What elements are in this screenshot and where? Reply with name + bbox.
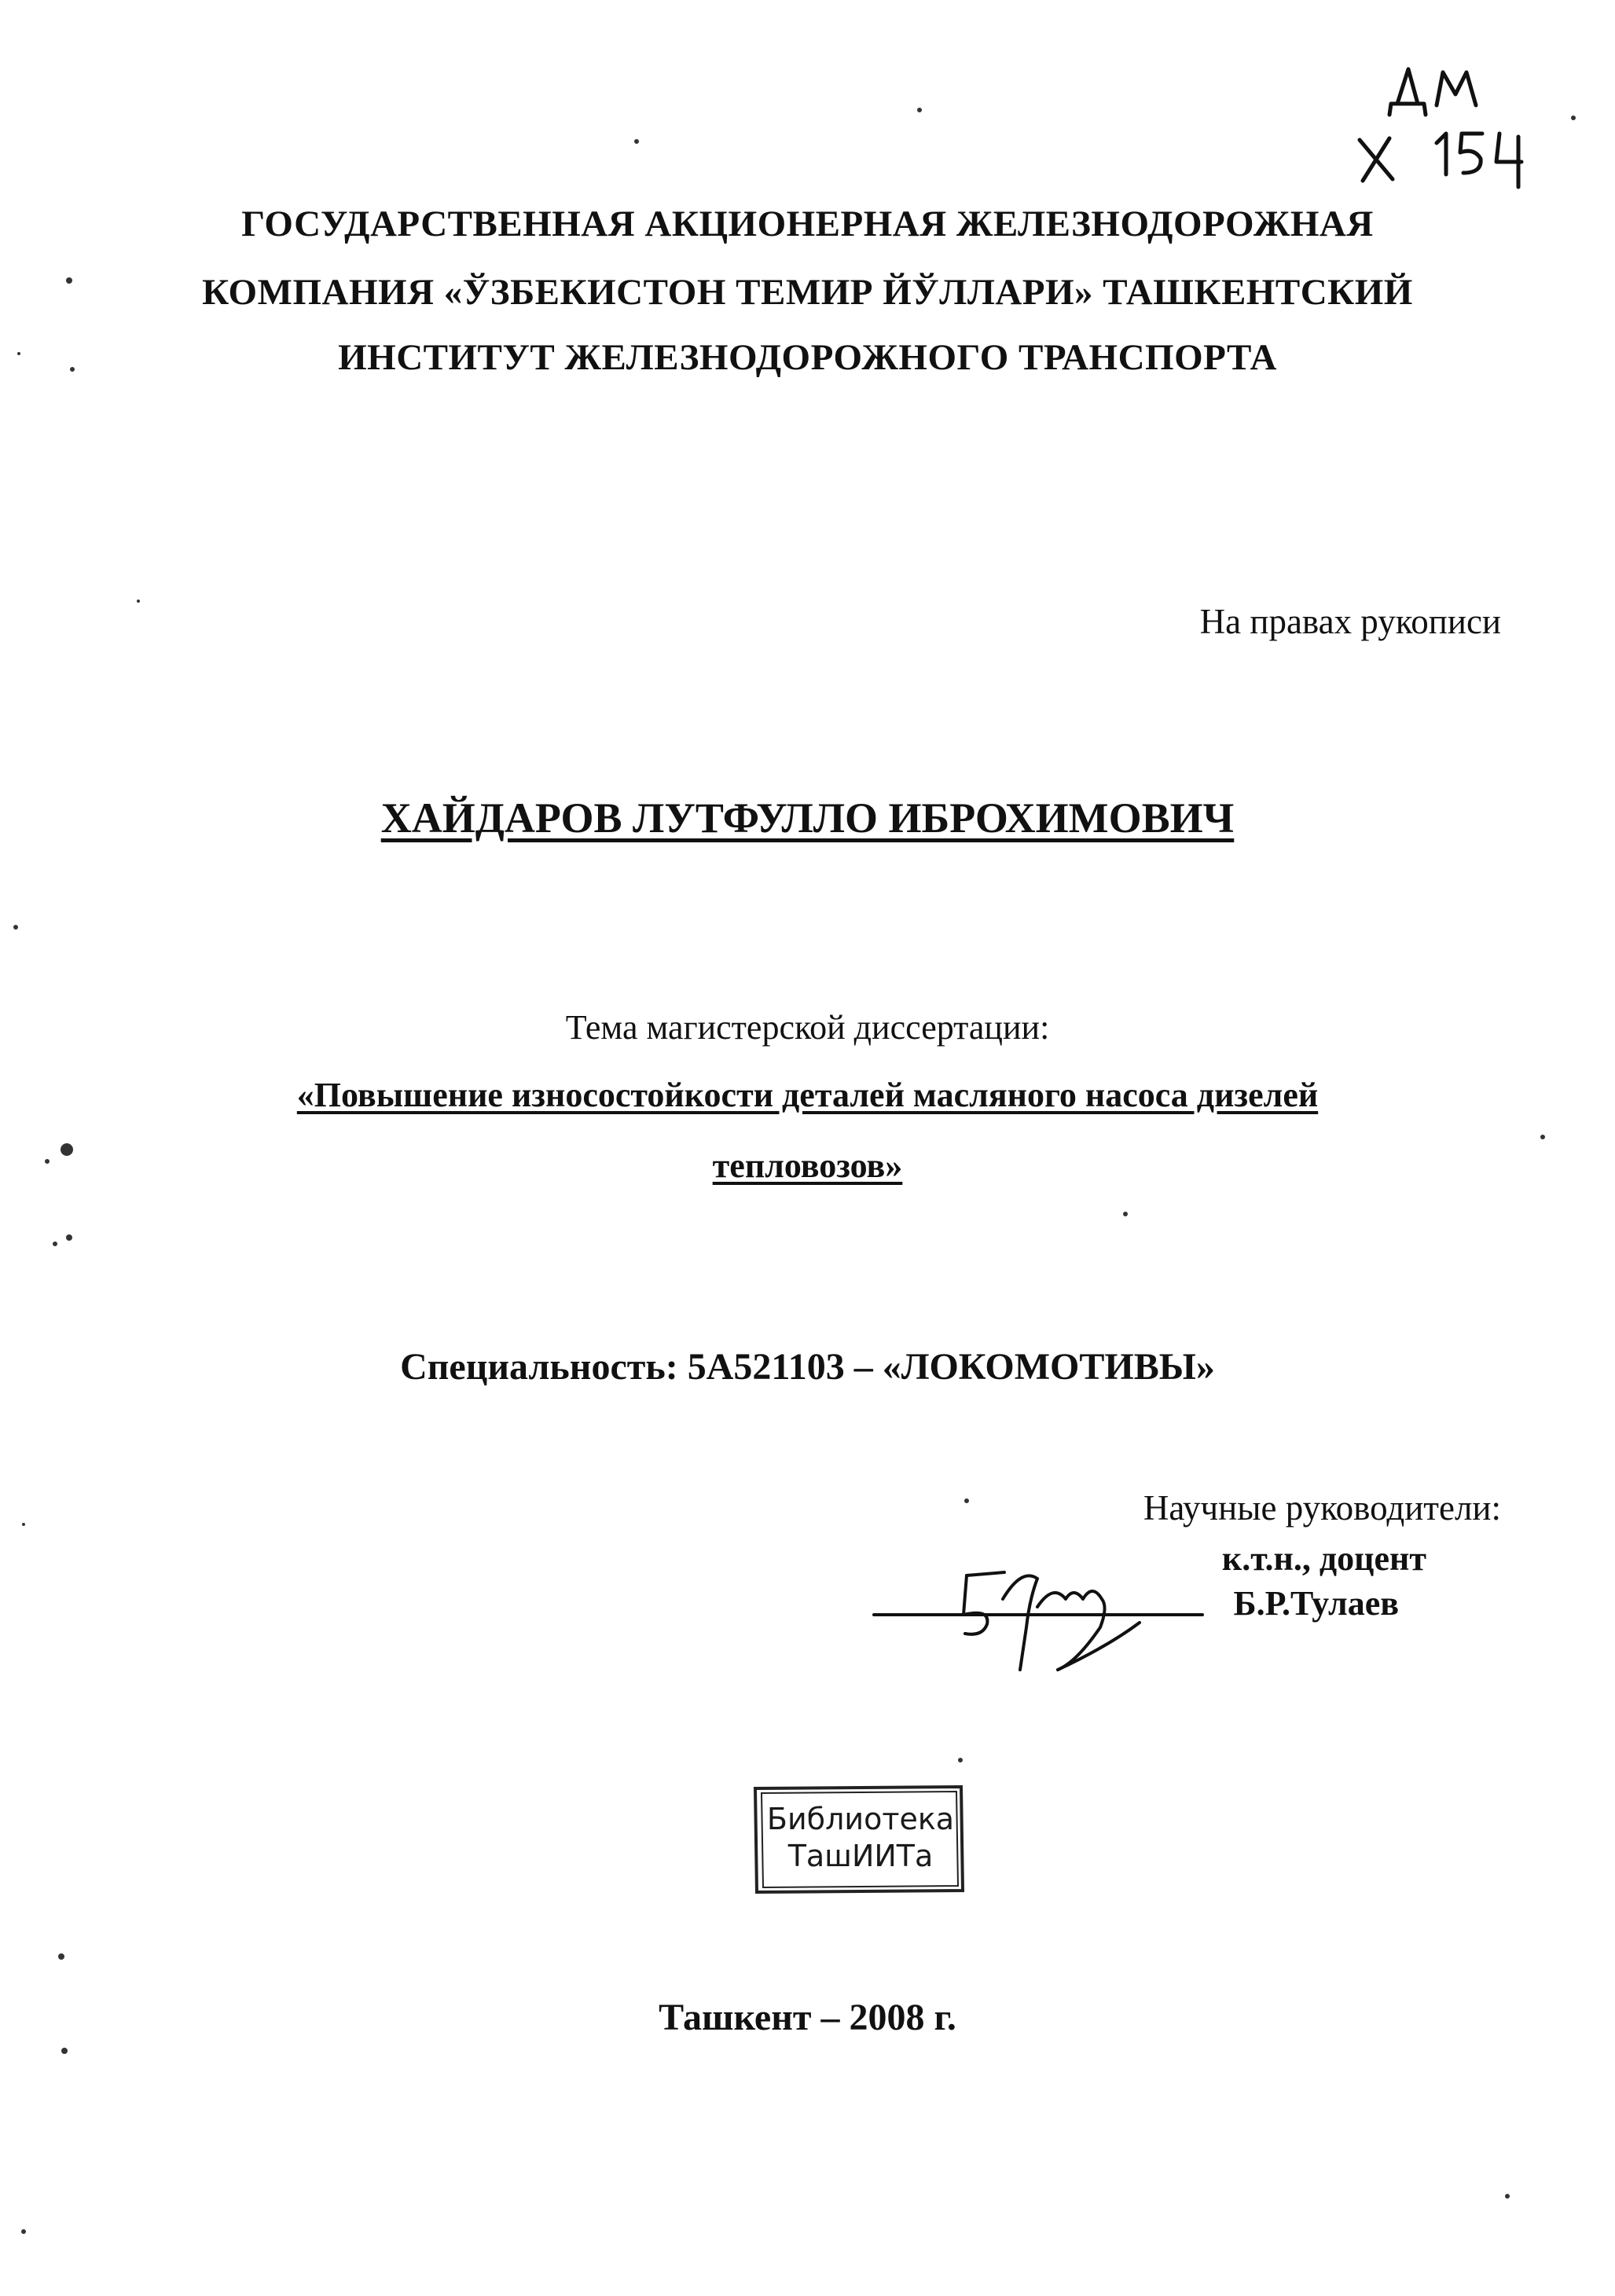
supervisor-label: Научные руководители: bbox=[1143, 1488, 1501, 1528]
topic-title-line-1 bbox=[0, 1075, 1615, 1115]
supervisor-title: к.т.н., доцент bbox=[1221, 1539, 1426, 1578]
archive-code-handwriting bbox=[1336, 55, 1540, 212]
org-name-line-3: ИНСТИТУТ ЖЕЛЕЗНОДОРОЖНОГО ТРАНСПОРТА bbox=[338, 337, 1277, 378]
author-name-text: ХАЙДАРОВ ЛУТФУЛЛО ИБРОХИМОВИЧ bbox=[380, 794, 1235, 842]
topic-title-text-1: «Повышение износостойкости деталей масляного насоса дизелей bbox=[296, 1076, 1319, 1114]
rights-note: На правах рукописи bbox=[1199, 602, 1501, 641]
specialty: Специальность: 5А521103 – «ЛОКОМОТИВЫ» bbox=[400, 1346, 1215, 1388]
stamp-text-line-1: Библиотека bbox=[766, 1802, 955, 1836]
author-name bbox=[0, 794, 1615, 842]
signature bbox=[872, 1552, 1210, 1678]
supervisor-name: Б.Р.Тулаев bbox=[1233, 1584, 1399, 1623]
topic-label: Тема магистерской диссертации: bbox=[565, 1008, 1050, 1047]
org-name-line-1: ГОСУДАРСТВЕННАЯ АКЦИОНЕРНАЯ ЖЕЛЕЗНОДОРОЖНАЯ bbox=[241, 204, 1374, 244]
topic-title-text-2: тепловозов» bbox=[712, 1146, 903, 1185]
topic-title-line-2 bbox=[0, 1146, 1615, 1186]
org-name-line-2: КОМПАНИЯ «ЎЗБЕКИСТОН ТЕМИР ЙЎЛЛАРИ» ТАШКЕНТСКИЙ bbox=[202, 272, 1413, 313]
stamp-text-line-2: ТашИИТа bbox=[787, 1839, 934, 1873]
place-and-year: Ташкент – 2008 г. bbox=[659, 1997, 956, 2038]
